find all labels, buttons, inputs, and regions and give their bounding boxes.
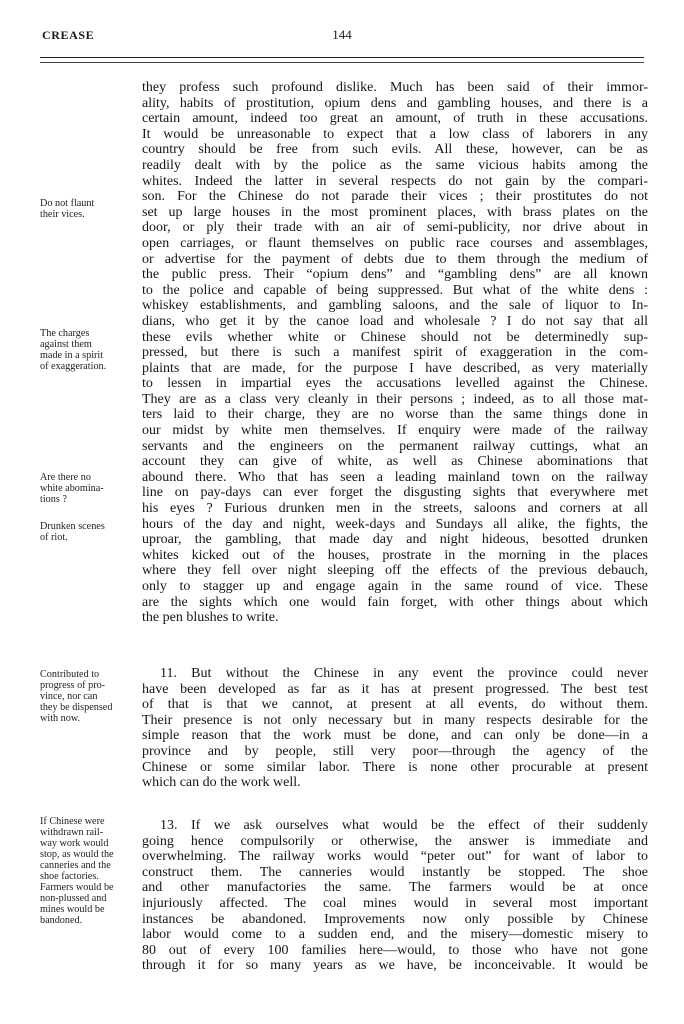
body-line: pressed, but there is such a manifest spirit of exaggeration in the com-	[142, 345, 648, 361]
margin-note-line: they be dispensed	[40, 702, 113, 713]
margin-note-line: way work would	[40, 838, 109, 849]
body-line: province and by people, still very poor—through the agency of the	[142, 743, 648, 759]
body-line: only to stagger up and engage again in the same round of vice. These	[142, 579, 648, 594]
margin-note-line: The charges	[40, 328, 90, 339]
body-line: they profess such profound dislike. Much has been said of their immor-	[142, 80, 648, 95]
body-line: which can do the work well.	[142, 775, 301, 791]
margin-note-line: white abomina-	[40, 483, 104, 494]
body-line: whites kicked out of the houses, prostrate in the morning in the places	[142, 547, 648, 563]
body-line: are the sights which one would fain forget, with other things about which	[142, 594, 648, 610]
body-line: servants and the engineers on the permanent railway cuttings, what an	[142, 438, 648, 454]
body-line: injuriously affected. The coal mines would in several most important	[142, 895, 648, 911]
body-line: of that is that we cannot, at present at all events, do without them.	[142, 697, 648, 713]
body-line: certain amount, indeed too great an amount, of truth in these accusations.	[142, 111, 648, 127]
body-line: have been developed as far as it has at present progressed. The best test	[142, 681, 648, 697]
body-line: simple reason that the work must be done, and can only be done—in a	[142, 728, 648, 744]
margin-note-flaunt-vices	[40, 198, 136, 220]
body-line: line on pay-days can ever forget the disgusting sights that everywhere met	[142, 485, 648, 501]
margin-note-line: canneries and the	[40, 860, 111, 871]
body-line: labor would come to a sudden end, and the misery—domestic misery to	[142, 927, 648, 943]
page-number: 144	[332, 27, 352, 42]
margin-note-line: against them	[40, 339, 92, 350]
margin-note-line: Drunken scenes	[40, 521, 105, 532]
body-line: door, or ply their trade with an air of semi-publicity, nor drive about in	[142, 220, 648, 236]
margin-note-line: made in a spirit	[40, 350, 104, 361]
body-line: going hence compulsorily or otherwise, the answer is immediate and	[142, 833, 648, 849]
margin-note-line: bandoned.	[40, 915, 83, 926]
header-rule-thin	[40, 62, 644, 63]
body-line: these evils whether white or Chinese should not be determinedly sup-	[142, 329, 648, 345]
margin-note-line: progress of pro-	[40, 680, 106, 691]
margin-note-line: of exaggeration.	[40, 361, 107, 372]
running-title: CREASE	[42, 28, 95, 42]
body-line: whiskey establishments, and gambling saloons, and the sale of liquor to In-	[142, 298, 648, 314]
body-line: country should be free from such evils. All these, however, can be as	[142, 142, 648, 158]
body-line: his eyes ? Furious drunken men in the streets, saloons and corners at all	[142, 501, 648, 517]
margin-note-line: withdrawn rail-	[40, 827, 104, 838]
margin-note-progress-of-province	[40, 669, 136, 724]
body-line: the pen blushes to write.	[142, 610, 279, 626]
body-paragraph-13	[142, 818, 648, 974]
body-line: plaints that are made, for the purpose I have described, as very materially	[142, 360, 648, 376]
margin-note-exaggeration	[40, 328, 136, 372]
body-paragraph-11	[142, 666, 648, 791]
body-line: instances be abandoned. Improvements now only possible by Chinese	[142, 911, 648, 927]
body-line: It would be unreasonable to expect that a low class of laborers in any	[142, 126, 648, 142]
margin-note-line: If Chinese were	[40, 816, 105, 827]
margin-note-line: Contributed to	[40, 669, 100, 680]
margin-note-line: of riot.	[40, 532, 68, 543]
margin-note-line: Are there no	[40, 472, 91, 483]
body-line: overwhelming. The railway works would “peter out” for want of labor to	[142, 849, 648, 865]
margin-note-if-chinese-withdrawn	[40, 816, 136, 926]
body-line: dians, who get it by the canoe load and wholesale ? I do not say that all	[142, 313, 648, 329]
running-header	[40, 26, 644, 46]
margin-note-drunken-scenes	[40, 521, 136, 543]
margin-note-line: non-plussed and	[40, 893, 107, 904]
body-paragraph-1	[142, 80, 648, 626]
margin-note-line: Farmers would be	[40, 882, 114, 893]
body-line: our midst by white men themselves. If enquiry were made of the railway	[142, 423, 648, 439]
body-line: construct them. The canneries would instantly be stopped. The shoe	[142, 864, 648, 880]
body-line: 11. But without the Chinese in any event the province could never	[160, 666, 648, 681]
body-line: open carriages, or flaunt themselves on public race courses and assemblages,	[142, 235, 648, 251]
body-line: Their presence is not only necessary but in many respects desirable for the	[142, 712, 648, 728]
margin-note-line: shoe factories.	[40, 871, 99, 882]
margin-note-line: Do not flaunt	[40, 198, 95, 209]
body-line: where they fell over night sleeping off the effects of the previous debauch,	[142, 563, 648, 579]
body-line: 13. If we ask ourselves what would be the effect of their suddenly	[160, 818, 648, 833]
body-line: whites. Indeed the latter in several respects do not gain by the compari-	[142, 173, 648, 189]
margin-note-line: with now.	[40, 713, 81, 724]
body-line: 80 out of every 100 families here—would, to those who have not gone	[142, 942, 648, 958]
body-line: hours of the day and night, week-days and Sundays all alike, the fights, the	[142, 516, 648, 532]
margin-note-line: mines would be	[40, 904, 105, 915]
body-line: Chinese or some similar labor. There is none other procurable at present	[142, 759, 648, 775]
body-line: son. For the Chinese do not parade their vices ; their prostitutes do not	[142, 189, 648, 205]
body-line: readily dealt with by the police as the same vicious habits among the	[142, 157, 648, 173]
header-rule-thick	[40, 57, 644, 58]
body-line: and other manufactories the same. The farmers would be at once	[142, 880, 648, 896]
body-line: or advertise for the payment of debts due to them through the medium of	[142, 251, 648, 267]
body-line: to lessen in impartial eyes the accusations levelled against the Chinese.	[142, 376, 648, 392]
body-line: set up large houses in the most prominent places, with brass plates on the	[142, 204, 648, 220]
body-line: uproar, the gambling, that made day and night hideous, besotted drunken	[142, 532, 648, 548]
margin-note-line: their vices.	[40, 209, 85, 220]
body-line: the public press. Their “opium dens” and “gambling dens” are all known	[142, 267, 648, 283]
body-line: ters laid to their charge, they are no worse than the same things done in	[142, 407, 648, 423]
margin-note-line: tions ?	[40, 494, 67, 505]
body-line: to the police and capable of being suppressed. But what of the white dens :	[142, 282, 648, 298]
body-line: account they can give of white, as well as Chinese abominations that	[142, 454, 648, 470]
body-line: ality, habits of prostitution, opium dens and gambling houses, and there is a	[142, 95, 648, 111]
margin-note-line: stop, as would the	[40, 849, 114, 860]
margin-note-line: vince, nor can	[40, 691, 98, 702]
body-line: through it for so many years as we have, be inconceivable. It would be	[142, 958, 648, 974]
body-line: They are as a class very cleanly in their persons ; indeed, as to all those mat-	[142, 391, 648, 407]
margin-note-white-abominations	[40, 472, 136, 505]
body-line: abound there. Who that has seen a leading mainland town on the railway	[142, 469, 648, 485]
